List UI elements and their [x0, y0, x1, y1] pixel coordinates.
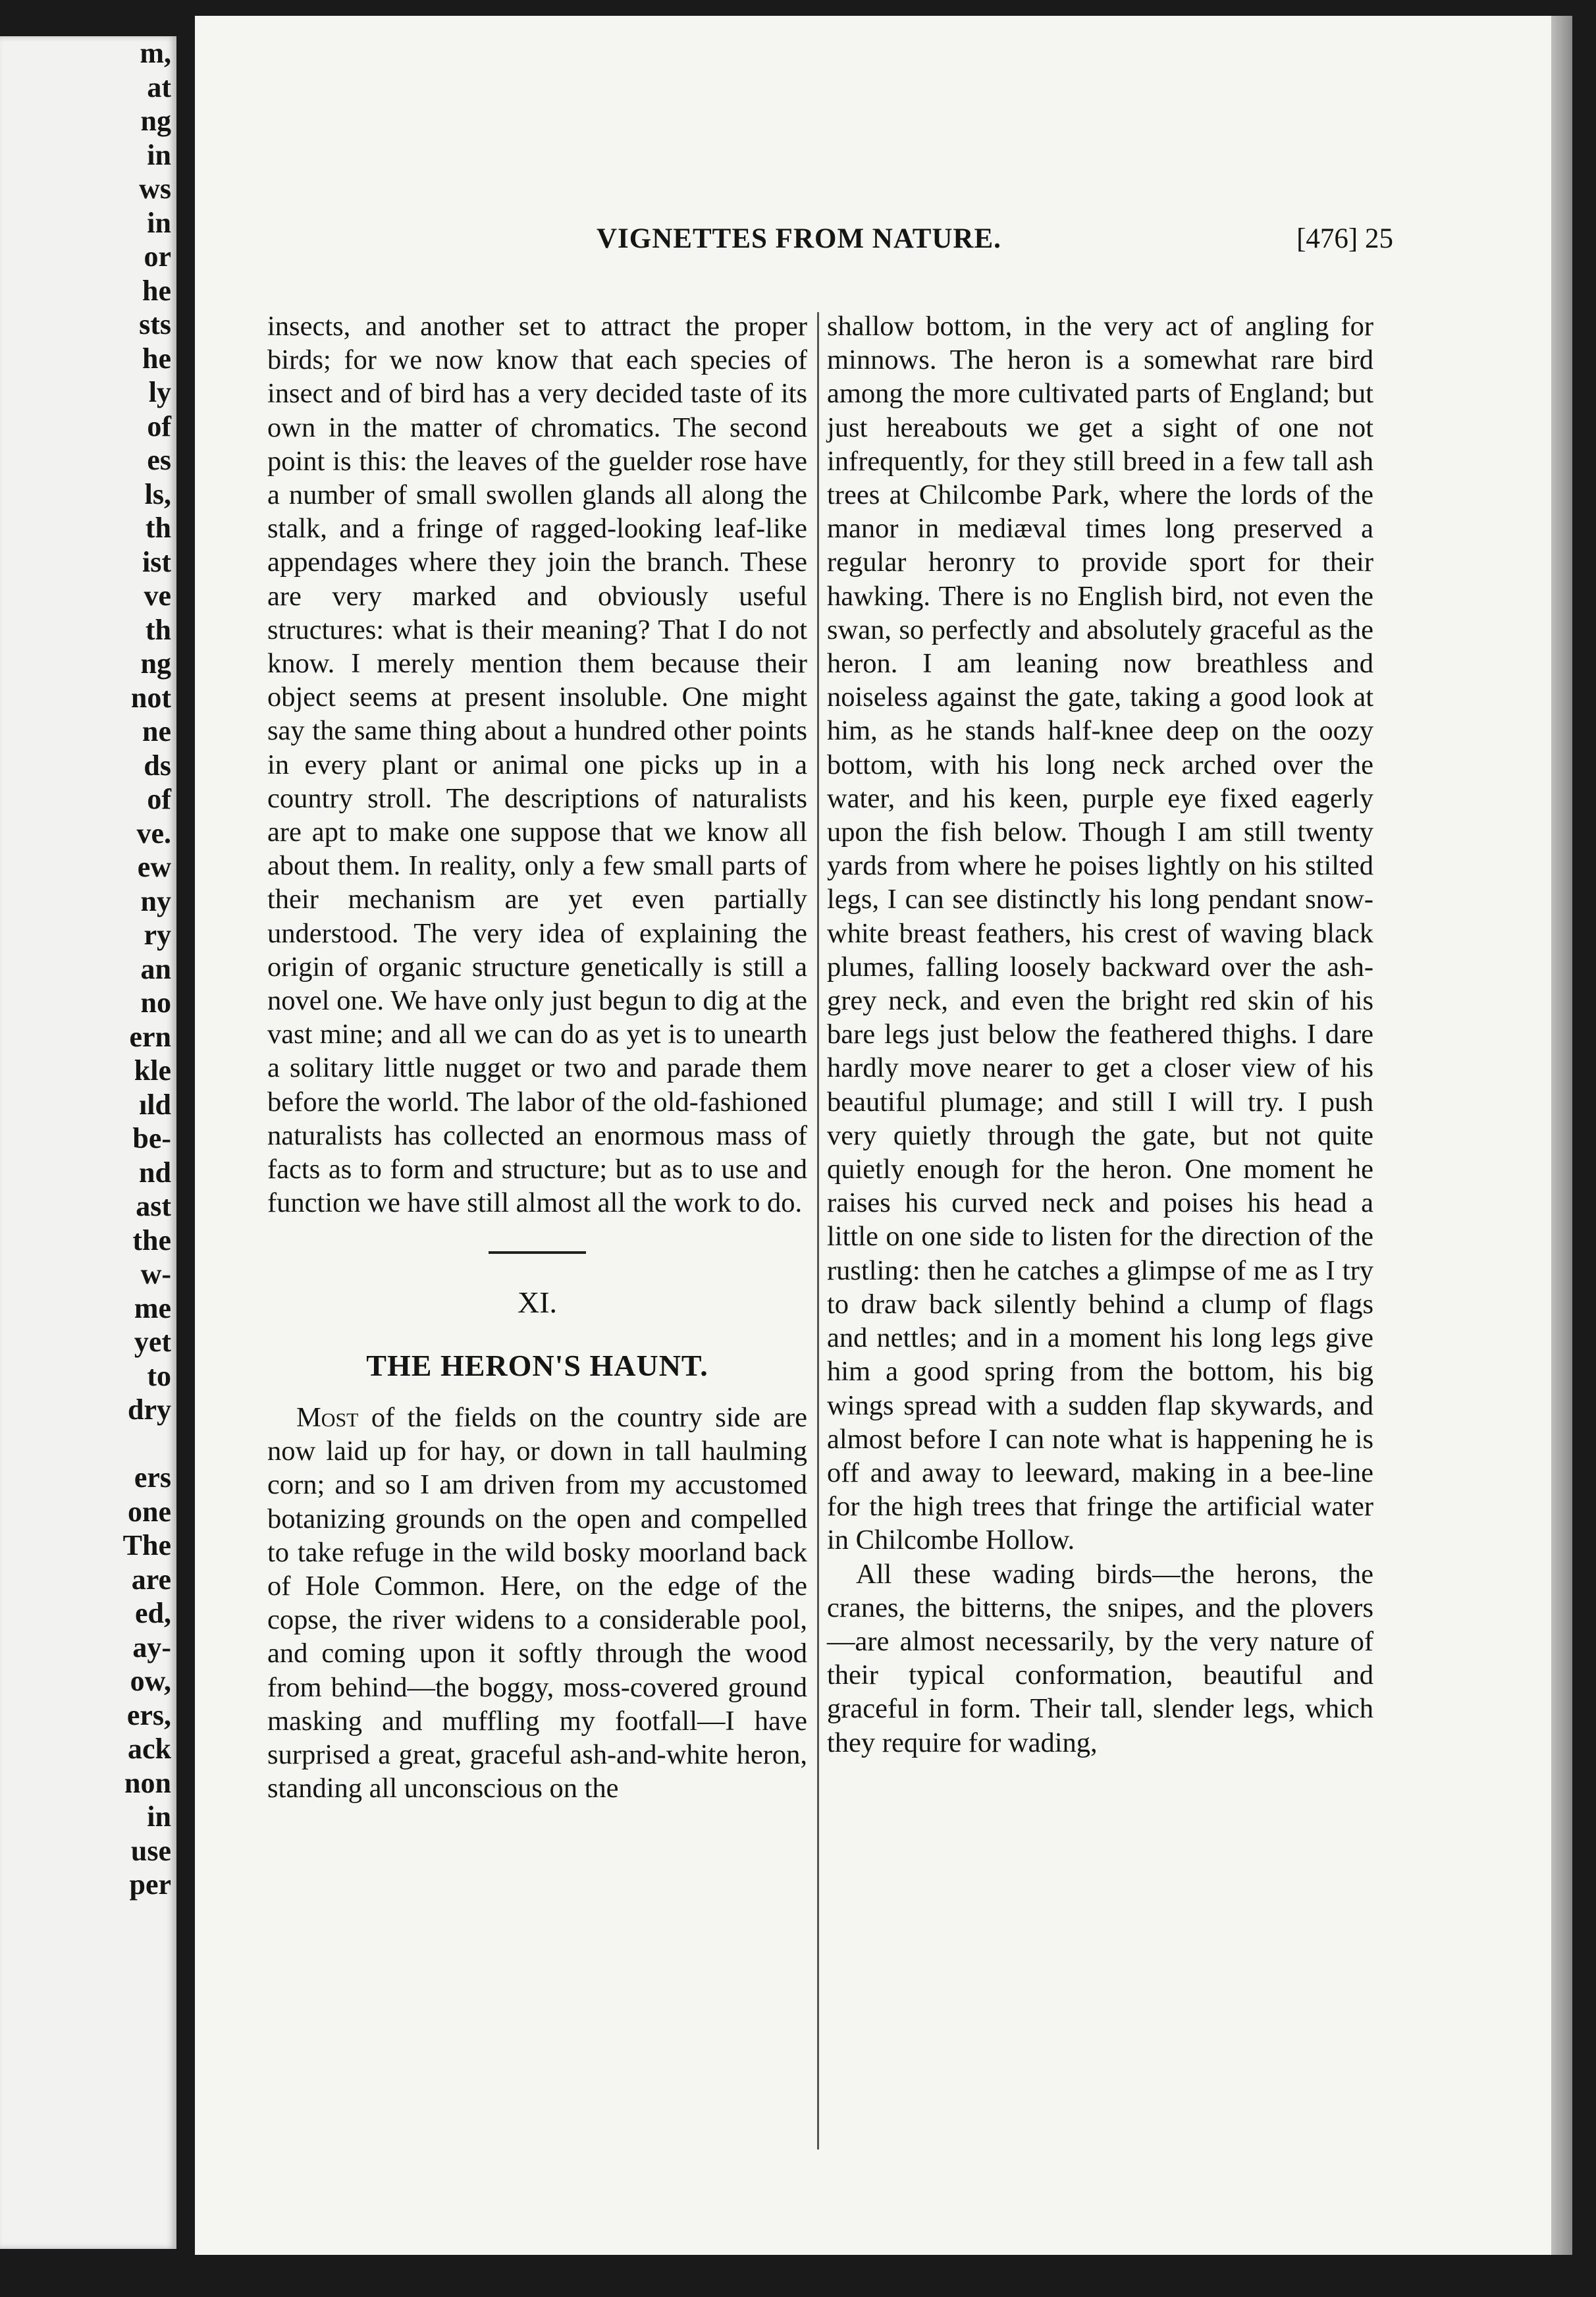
previous-page-fragment: are [131, 1563, 171, 1596]
previous-page-fragment: ow, [130, 1665, 171, 1697]
running-head [195, 223, 1393, 269]
previous-page-fragment: in [147, 138, 171, 171]
column-divider [817, 312, 819, 2149]
previous-page-fragment: ers [134, 1461, 171, 1494]
previous-page-fragment: he [142, 274, 171, 307]
left-paragraph-2-text: of the fields on the country side are now laid up for hay, or down in tall haulming corn; and so I am driven from my accustomed botanizing grounds on the open and compelled to take refuge in the wild bosky moorland back of Hole Common. Here, on the edge of the copse, the river widens to a considerable pool, and coming upon it softly through the wood from behind—the boggy, moss-covered ground masking and muffling my footfall—I have surprised a great, graceful ash-and-white heron, standing all unconscious on the [267, 1401, 807, 1804]
previous-page-fragment: sts [139, 308, 171, 340]
left-column [267, 310, 807, 1805]
page-edge-shadow [1551, 16, 1572, 2255]
previous-page-fragment: ny [140, 884, 171, 917]
previous-page-fragment: th [145, 512, 171, 544]
previous-page-fragment: or [144, 240, 171, 273]
previous-page-fragment: w- [140, 1258, 171, 1290]
section-rule [489, 1251, 586, 1254]
previous-page-fragment: the [132, 1224, 171, 1257]
previous-page-fragment: ay- [132, 1631, 171, 1663]
previous-page-fragment: ern [129, 1020, 171, 1053]
previous-page-fragment: ew [137, 851, 171, 883]
right-paragraph-1: shallow bottom, in the very act of angling for minnows. The heron is a somewhat rare bird among the more cultivated parts of England; but just hereabouts we get a sight of one not infrequently, for they still breed in a few tall ash trees at Chilcombe Park, where the lords of the manor in mediæval times long preserved a regular heronry to provide sport for their hawking. There is no English bird, not even the swan, so perfectly and absolutely graceful as the heron. I am leaning now breathless and noiseless against the gate, taking a good look at him, as he stands half-knee deep on the oozy bottom, with his long neck arched over the water, and his keen, purple eye fixed eagerly upon the fish below. Though I am still twenty yards from where he poises lightly on his stilted legs, I can see distinctly his long pendant snow-white breast feathers, his crest of waving black plumes, falling loosely backward over the ash-grey neck, and even the bright red skin of his bare legs just below the feathered thighs. I dare hardly move nearer to get a closer view of his beautiful plumage; and still I will try. I push very quietly through the gate, but not quite quietly enough for the heron. One moment he raises his curved neck and poises his head a little on one side to listen for the direction of the rustling: then he catches a glimpse of me as I try to draw back silently behind a clump of flags and nettles; and in a moment his long legs give him a good spring from the bottom, his big wings spread with a sudden flap skywards, and almost before I can note what is happening he is off and away to leeward, making in a bee-line for the high trees that fringe the artificial water in Chilcombe Hollow. [827, 311, 1373, 1556]
previous-page-fragment: kle [134, 1054, 171, 1087]
previous-page-fragment: ve [144, 580, 171, 612]
previous-page-fragment: non [124, 1766, 171, 1799]
previous-page-fragment: ast [136, 1190, 171, 1222]
page-number: [476] 25 [1296, 223, 1393, 254]
previous-page-fragment: ne [142, 715, 171, 747]
section-title: THE HERON'S HAUNT. [366, 1348, 708, 1382]
previous-page-edge [0, 36, 176, 2249]
previous-page-fragment: th [145, 613, 171, 646]
previous-page-fragment: nd [139, 1156, 171, 1189]
right-column [827, 310, 1373, 1760]
previous-page-fragment: ng [140, 105, 171, 137]
left-paragraph-1: insects, and another set to attract the proper birds; for we now know that each species of insect and of bird has a very decided taste of its own in the matter of chromatics. The second point is this: the leaves of the guelder rose have a number of small swollen glands all along the stalk, and a fringe of ragged-looking leaf-like appendages where they join the branch. These are very marked and obviously useful structures: what is their meaning? That I do not know. I merely mention them because their object seems at present insoluble. One might say the same thing about a hundred other points in every plant or animal one picks up in a country stroll. The descriptions of naturalists are apt to make one suppose that we know all about them. In reality, only a few small parts of their mechanism are yet even partially understood. The very idea of explaining the origin of organic structure genetically is still a novel one. We have only just begun to dig at the vast mine; and all we can do as yet is to unearth a solitary little nugget or two and parade them before the world. The labor of the old-fashioned naturalists has collected an enormous mass of facts as to form and structure; but as to use and function we have still almost all the work to do. [267, 311, 807, 1219]
previous-page-fragment: me [134, 1291, 171, 1324]
previous-page-fragment: yet [134, 1326, 171, 1358]
previous-page-fragment: in [147, 206, 171, 239]
previous-page-fragment: an [140, 952, 171, 985]
previous-page-fragment: of [147, 410, 171, 443]
book-page [195, 16, 1551, 2255]
previous-page-fragment: ly [148, 376, 171, 408]
previous-page-fragment: not [130, 681, 171, 714]
previous-page-fragment: ıld [139, 1088, 171, 1121]
running-head-title: VIGNETTES FROM NATURE. [597, 223, 1001, 254]
previous-page-fragment: dry [128, 1393, 171, 1426]
previous-page-fragment: in [147, 1800, 171, 1833]
previous-page-fragment: he [142, 342, 171, 375]
section-number: XI. [517, 1285, 558, 1320]
previous-page-fragment: ws [139, 173, 171, 205]
previous-page-fragment: ds [144, 749, 171, 782]
previous-page-fragments [123, 36, 171, 1902]
previous-page-fragment: use [130, 1834, 171, 1867]
previous-page-fragment: at [147, 70, 171, 103]
previous-page-fragment: to [147, 1359, 171, 1392]
previous-page-fragment [123, 1427, 171, 1461]
previous-page-fragment: no [140, 986, 171, 1019]
previous-page-fragment: ve. [136, 817, 171, 850]
previous-page-fragment: ry [144, 919, 171, 951]
previous-page-fragment: es [147, 444, 171, 476]
previous-page-fragment: m, [140, 37, 171, 69]
previous-page-fragment: ed, [135, 1597, 171, 1629]
drop-lead-word: Most [296, 1401, 359, 1433]
left-paragraph-2 [267, 1401, 807, 1805]
previous-page-fragment: ack [128, 1733, 171, 1765]
previous-page-fragment: ng [140, 647, 171, 680]
previous-page-fragment: one [128, 1495, 171, 1528]
previous-page-fragment: be- [132, 1122, 171, 1154]
previous-page-fragment: per [129, 1868, 171, 1901]
previous-page-fragment: ers, [126, 1698, 171, 1731]
previous-page-fragment: ist [142, 545, 171, 578]
previous-page-fragment: ls, [144, 477, 171, 510]
previous-page-fragment: The [122, 1529, 171, 1561]
right-paragraph-2: All these wading birds—the herons, the cranes, the bitterns, the snipes, and the plovers—are almost necessarily, by the very nature of their typical conformation, beautiful and graceful in form. Their tall, slender legs, which they require for wading, [827, 1558, 1373, 1758]
previous-page-fragment: of [147, 783, 171, 815]
